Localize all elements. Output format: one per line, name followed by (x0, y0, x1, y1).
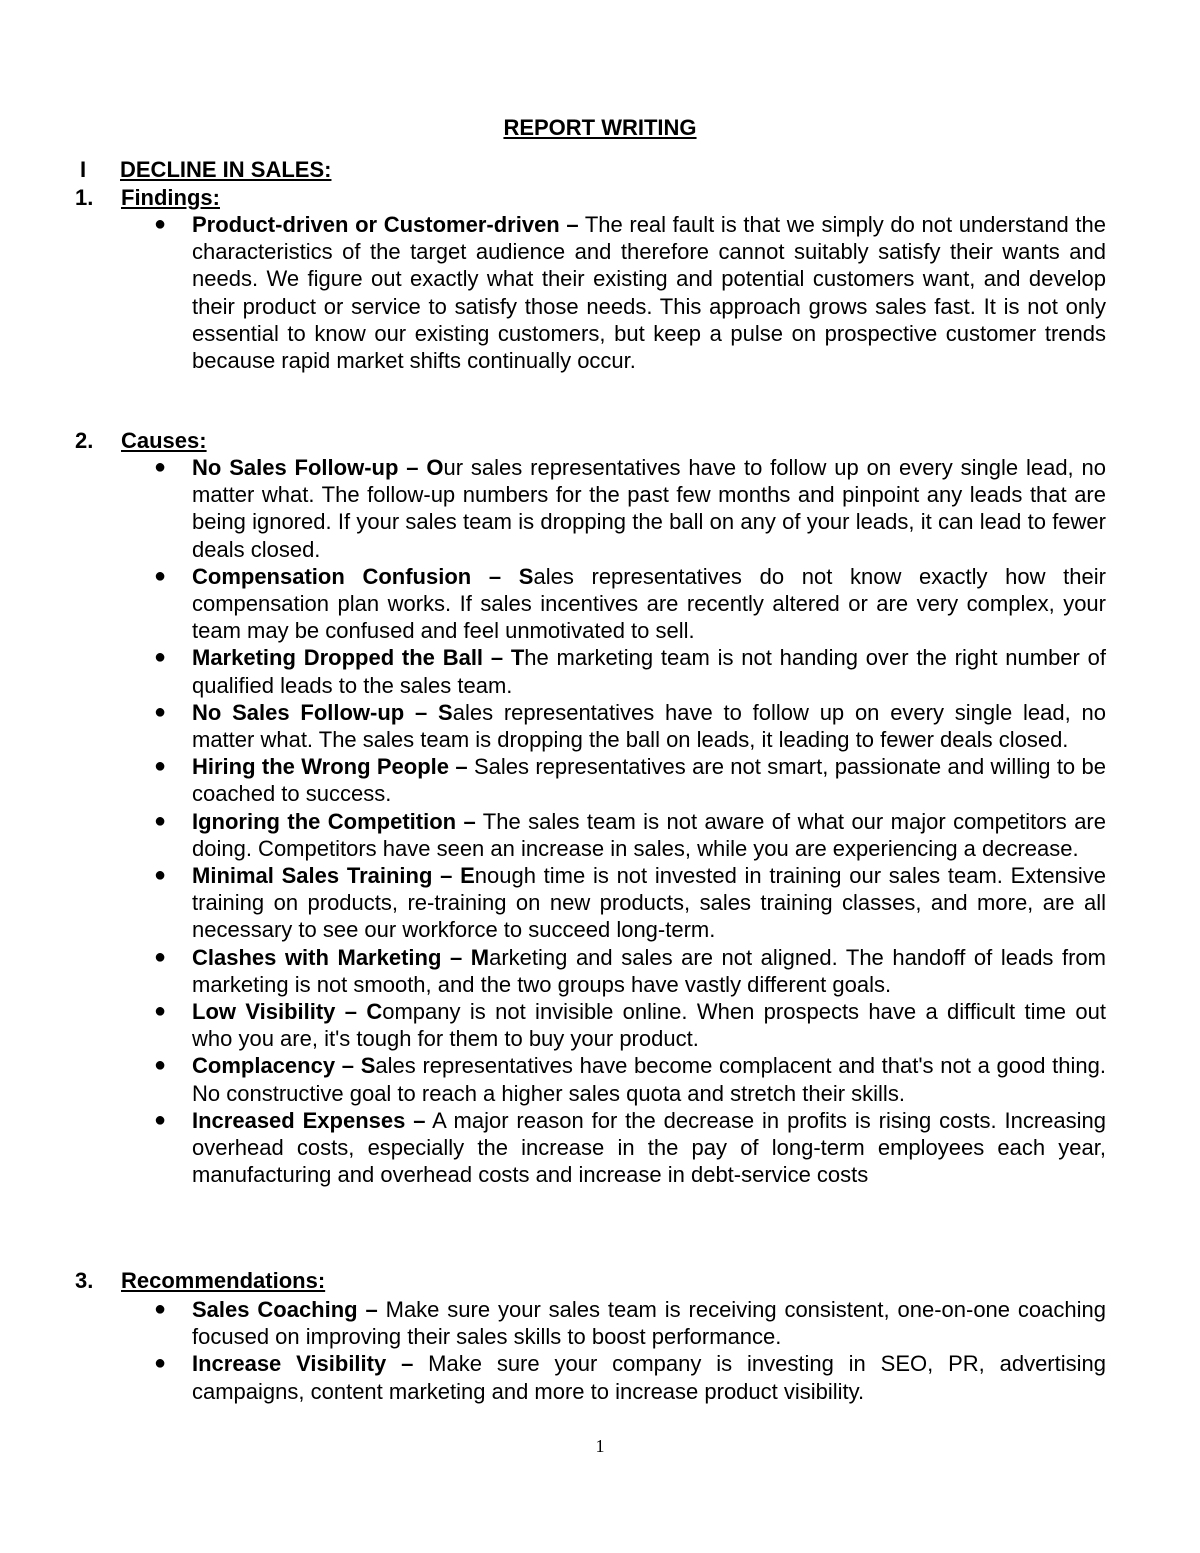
page-number: 1 (595, 1436, 605, 1456)
list-item (154, 808, 1106, 862)
item-text: ales representatives do not know exactly how their compensation plan works. If sales incentives are recently altered or are very complex, your team may be confused and feel unmotivated to sell. (192, 563, 1106, 644)
document-title: REPORT WRITING (503, 115, 697, 140)
findings-title: Findings: (121, 185, 220, 210)
item-term: No Sales Follow-up – O (192, 455, 444, 480)
recommendations-title: Recommendations: (121, 1268, 326, 1293)
item-term: Clashes with Marketing – M (192, 944, 490, 970)
item-text: Make sure your sales team is receiving consistent, one-on-one coaching focused on improving their sales skills to boost performance. (192, 1297, 1106, 1350)
item-term: Increased Expenses – (192, 1107, 426, 1133)
item-text: The real fault is that we simply do not understand the characteristics of the target audience and therefore cannot suitably satisfy their wants and needs. We figure out exactly what their existing and potential customers want, and develop their product or service to satisfy those needs. This approach grows sales fast. It is not only essential to know our existing customers, but keep a pulse on prospective customer trends because rapid market shifts continually occur. (192, 212, 1107, 374)
list-item (154, 563, 1106, 645)
item-term: No Sales Follow-up – S (192, 699, 453, 725)
findings-list (154, 211, 1107, 374)
bullet-icon: ● (154, 864, 167, 887)
recommendations-number: 3. (75, 1268, 94, 1293)
item-term: Compensation Confusion – S (192, 563, 534, 589)
recommendations-list (154, 1296, 1106, 1405)
list-item (154, 1052, 1106, 1106)
causes-title: Causes: (121, 428, 207, 453)
item-text: ales representatives have to follow up on every single lead, no matter what. The sales team is dropping the ball on leads, it leading to fewer deals closed. (192, 699, 1106, 753)
list-item (154, 998, 1106, 1052)
section-heading (80, 156, 1110, 184)
item-text: The sales team is not aware of what our major competitors are doing. Competitors have seen an increase in sales, while you are experiencing a decrease. (192, 808, 1106, 861)
list-item (154, 699, 1106, 753)
findings-number: 1. (75, 185, 94, 210)
bullet-icon: ● (154, 646, 167, 669)
list-item (154, 454, 1106, 563)
list-item (154, 211, 1107, 374)
bullet-icon: ● (154, 1054, 167, 1077)
bullet-icon: ● (154, 1298, 167, 1320)
bullet-icon: ● (154, 809, 167, 832)
item-text: ompany is not invisible online. When prospects have a difficult time out who you are, it's tough for them to buy your product. (192, 999, 1106, 1052)
section-title: DECLINE IN SALES: (120, 157, 332, 182)
findings-heading (75, 184, 1105, 212)
item-text: arketing and sales are not aligned. The handoff of leads from marketing is not smooth, and the two groups have vastly different goals. (192, 944, 1106, 997)
item-text: ur sales representatives have to follow up on every single lead, no matter what. The follow-up numbers for the past few months and pinpoint any leads that are being ignored. If your sales team is dropping the ball on any of your leads, it can lead to fewer deals closed. (192, 455, 1106, 562)
item-term: Minimal Sales Training – E (192, 863, 475, 889)
causes-number: 2. (75, 428, 94, 453)
item-text: he marketing team is not handing over the right number of qualified leads to the sales team. (192, 645, 1106, 698)
bullet-icon: ● (154, 1352, 167, 1375)
bullet-icon: ● (154, 456, 167, 478)
item-text: Make sure your company is investing in SEO, PR, advertising campaigns, content marketing and more to increase product visibility. (192, 1351, 1106, 1404)
item-term: Hiring the Wrong People – (192, 754, 468, 780)
list-item (154, 944, 1106, 998)
list-item (154, 1107, 1106, 1189)
item-text: ales representatives have become complacent and that's not a good thing. No constructive goal to reach a higher sales quota and stretch their skills. (192, 1053, 1106, 1106)
bullet-icon: ● (154, 1108, 167, 1131)
bullet-icon: ● (154, 945, 167, 968)
recommendations-heading (75, 1267, 1105, 1295)
item-term: Increase Visibility – (192, 1351, 414, 1377)
list-item (154, 644, 1106, 698)
list-item (154, 1350, 1106, 1404)
section-numeral: I (80, 157, 87, 182)
causes-heading (75, 427, 1105, 455)
list-item (154, 1296, 1106, 1350)
bullet-icon: ● (154, 1000, 167, 1023)
item-term: Low Visibility – C (192, 999, 383, 1025)
bullet-icon: ● (154, 700, 167, 723)
causes-list (154, 454, 1107, 1188)
item-text: nough time is not invested in training our sales team. Extensive training on products, re-training on new products, sales training classes, and more, are all necessary to see our workforce to succeed long-term. (192, 863, 1107, 943)
item-text: Sales representatives are not smart, passionate and willing to be coached to success. (192, 754, 1106, 807)
bullet-icon: ● (154, 755, 167, 778)
bullet-icon: ● (154, 213, 167, 235)
item-term: Ignoring the Competition – (192, 808, 476, 834)
list-item (154, 862, 1107, 944)
item-term: Marketing Dropped the Ball – T (192, 645, 525, 671)
item-term: Product-driven or Customer-driven – (192, 212, 579, 237)
item-term: Sales Coaching – (192, 1297, 378, 1322)
list-item (154, 753, 1106, 807)
item-term: Complacency – S (192, 1053, 376, 1079)
bullet-icon: ● (154, 564, 167, 587)
item-text: A major reason for the decrease in profits is rising costs. Increasing overhead costs, especially the increase in the pay of long-term employees each year, manufacturing and overhead costs and increase in debt-service costs (192, 1107, 1106, 1188)
